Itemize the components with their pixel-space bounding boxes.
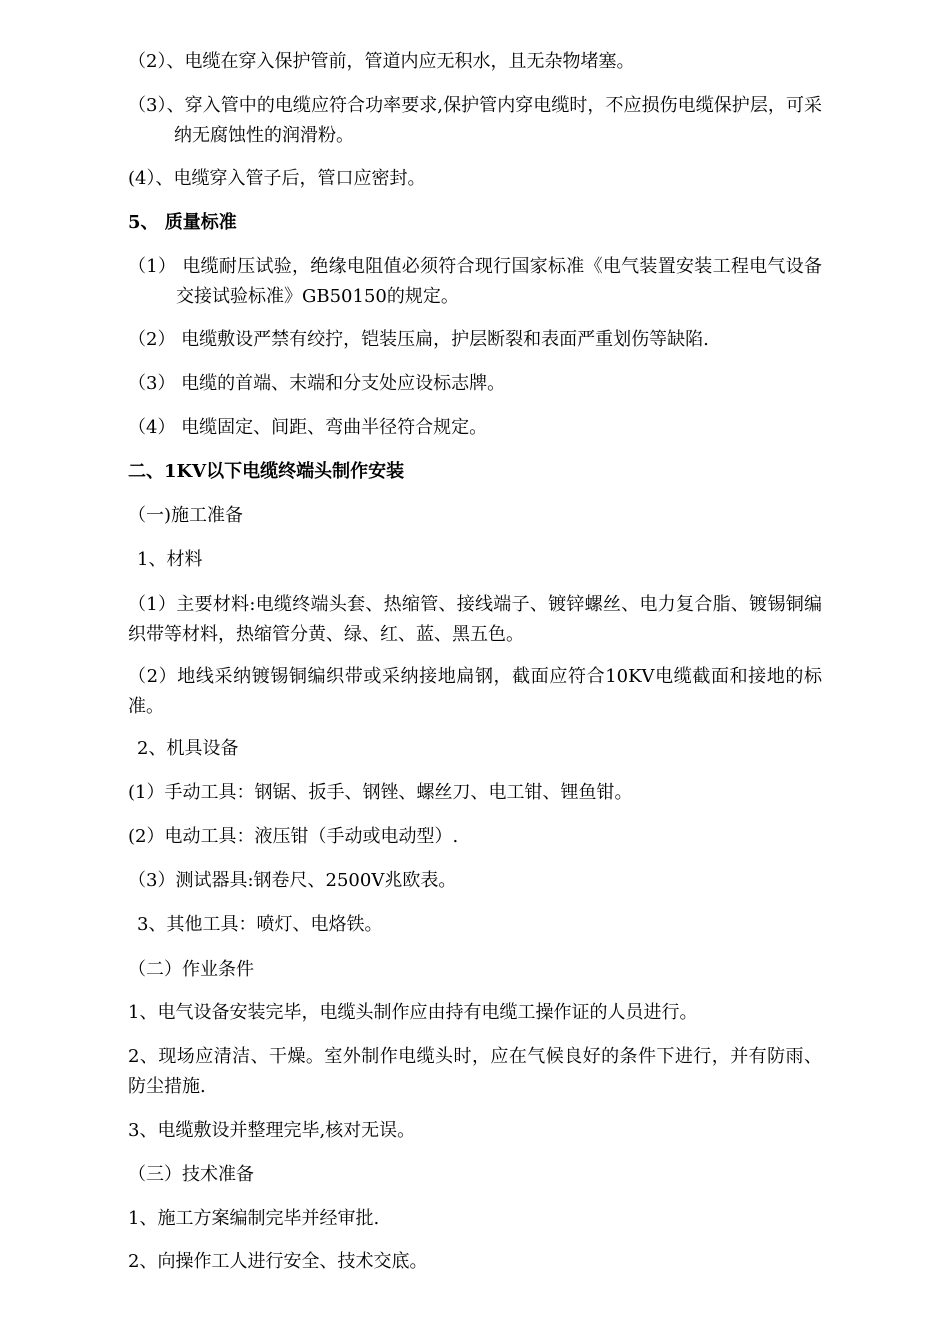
condition-item-1: 1、电气设备安装完毕，电缆头制作应由持有电缆工操作证的人员进行。: [128, 1002, 698, 1023]
heading-section-2: 二、1KV以下电缆终端头制作安装: [128, 461, 405, 482]
paragraph-2-pipe-water: （2）、电缆在穿入保护管前，管道内应无积水，且无杂物堵塞。: [128, 51, 635, 72]
subheading-equipment: 2、机具设备: [137, 738, 239, 759]
equipment-item-3: （3）测试器具:钢卷尺、2500V兆欧表。: [128, 870, 457, 891]
condition-item-3: 3、电缆敷设并整理完毕,核对无误。: [128, 1120, 416, 1141]
subheading-materials: 1、材料: [137, 549, 203, 570]
quality-item-1: （1） 电缆耐压试验，绝缘电阻值必须符合现行国家标准《电气装置安装工程电气设备交接试验标准》GB50150的规定。: [128, 256, 822, 307]
quality-item-4: （4） 电缆固定、间距、弯曲半径符合规定。: [128, 417, 488, 438]
quality-item-2: （2） 电缆敷设严禁有绞拧，铠装压扁，护层断裂和表面严重划伤等缺陷.: [128, 329, 709, 350]
paragraph-3-cable-power: （3）、穿入管中的电缆应符合功率要求,保护管内穿电缆时，不应损伤电缆保护层，可采纳无腐蚀性的润滑粉。: [128, 95, 822, 146]
subheading-technical-prep: （三）技术准备: [128, 1164, 254, 1185]
other-tools: 3、其他工具：喷灯、电烙铁。: [137, 914, 383, 935]
technical-item-1: 1、施工方案编制完毕并经审批.: [128, 1208, 380, 1229]
subheading-work-conditions: （二）作业条件: [128, 959, 254, 980]
quality-item-3: （3） 电缆的首端、末端和分支处应设标志牌。: [128, 373, 506, 394]
materials-item-2: （2）地线采纳镀锡铜编织带或采纳接地扁钢，截面应符合10KV电缆截面和接地的标准。: [128, 666, 822, 717]
heading-quality-standard: 5、 质量标准: [128, 212, 237, 233]
equipment-item-1: (1）手动工具：钢锯、扳手、钢锉、螺丝刀、电工钳、锂鱼钳。: [128, 782, 633, 803]
subheading-construction-prep: （一)施工准备: [128, 505, 244, 526]
paragraph-4-seal: (4）、电缆穿入管子后，管口应密封。: [128, 168, 426, 189]
condition-item-2: 2、现场应清洁、干燥。室外制作电缆头时，应在气候良好的条件下进行，并有防雨、防尘措施.: [128, 1046, 822, 1097]
equipment-item-2: (2）电动工具：液压钳（手动或电动型）.: [128, 826, 459, 847]
technical-item-2: 2、向操作工人进行安全、技术交底。: [128, 1251, 428, 1272]
materials-item-1: （1）主要材料:电缆终端头套、热缩管、接线端子、镀锌螺丝、电力复合脂、镀锡铜编织带等材料，热缩管分黄、绿、红、蓝、黑五色。: [128, 594, 822, 645]
